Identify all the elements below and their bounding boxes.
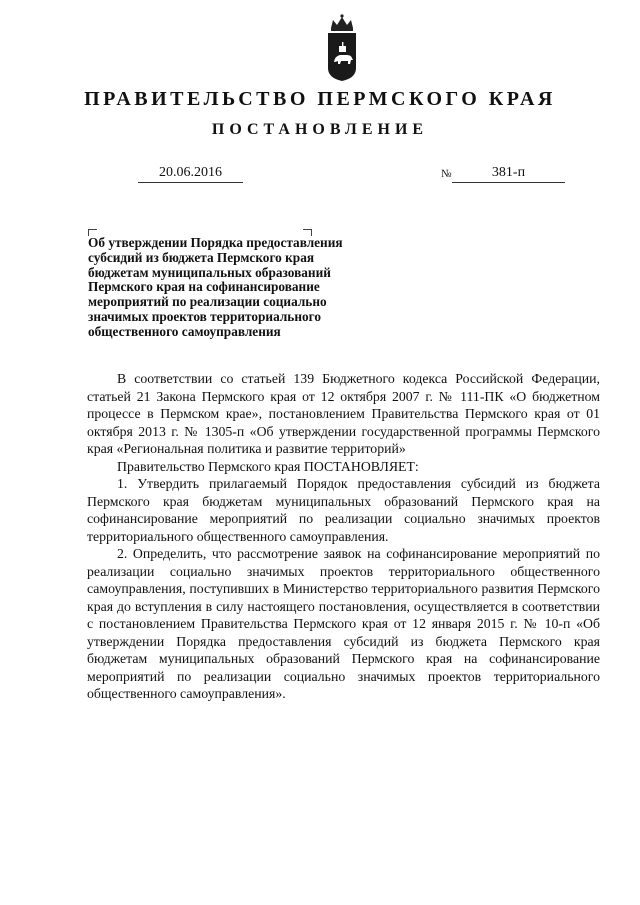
subject-line: Пермского края на софинансирование xyxy=(88,279,320,295)
government-title: ПРАВИТЕЛЬСТВО ПЕРМСКОГО КРАЯ xyxy=(84,88,556,110)
item-2-paragraph: 2. Определить, что рассмотрение заявок на софинансирование мероприятий по реализации социально значимых проектов территориального общественного самоуправления, поступивших в Министерство территориального развития Пермского края до вступления в силу настоящего постановления, осуществляется в соответствии с постановлением Правительства Пермского края от 12 января 2015 г. № 10-п «Об утверждении Порядка предоставления субсидий из бюджета Пермского края бюджетам муниципальных образований Пермского края на софинансирование мероприятий по реализации социально значимых проектов территориального общественного самоуправления». xyxy=(87,546,600,701)
document-number: 381-п xyxy=(452,164,565,183)
subject-line: субсидий из бюджета Пермского края xyxy=(88,249,315,265)
subject-line: бюджетам муниципальных образований xyxy=(88,264,331,280)
subject-line: общественного самоуправления xyxy=(88,323,281,339)
subject-line: мероприятий по реализации социально xyxy=(88,294,327,310)
item-1-paragraph: 1. Утвердить прилагаемый Порядок предоставления субсидий из бюджета Пермского края бюджетам муниципальных образований Пермского края на софинансирование мероприятий по реализации социально значимых проектов территориального общественного самоуправления. xyxy=(87,476,600,544)
document-body xyxy=(87,370,600,703)
subject-line: значимых проектов территориального xyxy=(88,308,322,324)
preamble-paragraph: В соответствии со статьей 139 Бюджетного кодекса Российской Федерации, статьей 21 Закона Пермского края от 12 октября 2007 г. № 111-ПК «О бюджетном процессе в Пермском крае», постановлением Правительства Пермского края от 01 октября 2013 г. № 1305-п «Об утверждении государственной программы Пермского края «Региональная политика и развитие территорий» xyxy=(87,371,600,456)
decree-paragraph: Правительство Пермского края ПОСТАНОВЛЯЕТ: xyxy=(117,458,419,474)
number-sign: № xyxy=(441,168,452,180)
document-subject xyxy=(88,236,398,340)
coat-of-arms-icon xyxy=(325,12,359,82)
document-type: ПОСТАНОВЛЕНИЕ xyxy=(211,121,429,138)
document-date: 20.06.2016 xyxy=(138,164,243,183)
subject-line: Об утверждении Порядка предоставления xyxy=(88,235,343,250)
